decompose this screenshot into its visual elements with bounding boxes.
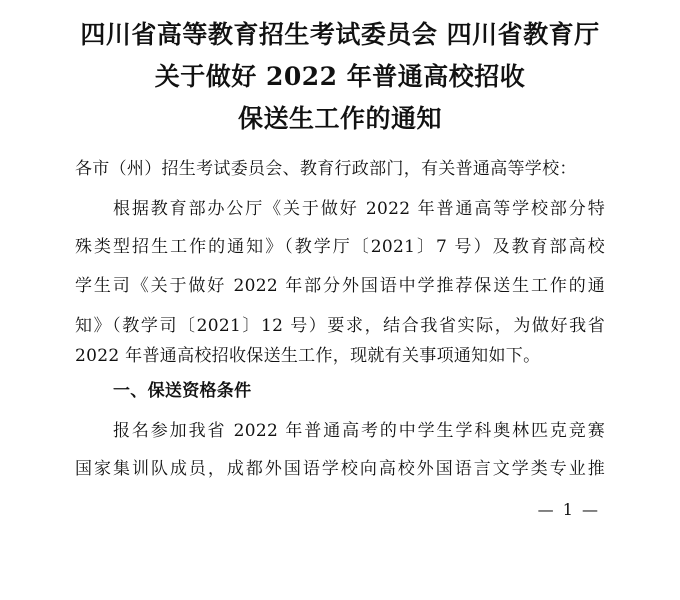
document-title-line-2: 关于做好 2022 年普通高校招收 — [154, 62, 526, 91]
section-heading: 一、保送资格条件 — [113, 381, 252, 401]
body-text-line: 国家集训队成员，成都外国语学校向高校外国语言文学类专业推 — [75, 459, 605, 479]
salutation-line: 各市（州）招生考试委员会、教育行政部门，有关普通高等学校： — [75, 159, 577, 179]
body-text-line: 2022 年普通高校招收保送生工作，现就有关事项通知如下。 — [75, 346, 541, 366]
document-title-line-1: 四川省高等教育招生考试委员会 四川省教育厅 — [80, 20, 600, 49]
body-text-line: 知》（教学司〔2021〕12 号）要求，结合我省实际，为做好我省 — [75, 316, 605, 336]
body-text-line: 根据教育部办公厅《关于做好 2022 年普通高等学校部分特 — [113, 199, 605, 219]
body-text-line: 报名参加我省 2022 年普通高考的中学生学科奥林匹克竞赛 — [113, 421, 605, 441]
document-title-line-3: 保送生工作的通知 — [237, 104, 442, 133]
body-text-line: 学生司《关于做好 2022 年部分外国语中学推荐保送生工作的通 — [75, 276, 605, 296]
body-text-line: 殊类型招生工作的通知》（教学厅〔2021〕7 号）及教育部高校 — [75, 237, 605, 257]
page-number: — 1 — — [537, 500, 600, 519]
